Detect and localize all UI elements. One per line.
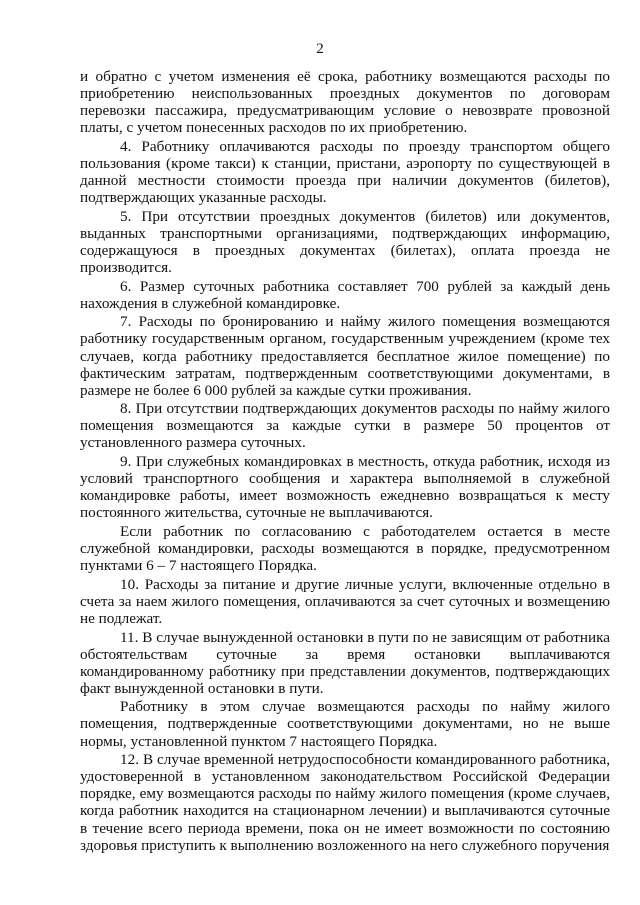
paragraph-item-9: 9. При служебных командировках в местность, откуда работник, исходя из условий транспортного сообщения и характера выполняемой в служебной командировке работы, имеет возможность ежедневно возвращаться к месту постоянного жительства, суточные не выплачиваются. — [80, 453, 610, 522]
paragraph-item-4: 4. Работнику оплачиваются расходы по проезду транспортом общего пользования (кроме такси) к станции, пристани, аэропорту по существующей в данной местности стоимости проезда при наличии документов (билетов), подтверждающих указанные расходы. — [80, 137, 610, 207]
paragraph-item-11: 11. В случае вынужденной остановки в пути по не зависящим от работника обстоятельствам суточные за время остановки выплачиваются командированному работнику при представлении документов, подтверждающих факт вынужденной остановки в пути. — [80, 628, 610, 697]
paragraph-continuation: и обратно с учетом изменения её срока, работнику возмещаются расходы по приобретению неиспользованных проездных документов по договорам перевозки пассажира, предусматривающим условие о невозврате провозной платы, с учетом понесенных расходов по их приобретению. — [80, 68, 610, 137]
page-number: 2 — [316, 41, 324, 57]
paragraph-item-8: 8. При отсутствии подтверждающих документов расходы по найму жилого помещения возмещаются за каждые сутки в размере 50 процентов от установленного размера суточных. — [80, 400, 610, 452]
paragraph-item-9-note: Если работник по согласованию с работодателем остается в месте служебной командировки, расходы возмещаются в порядке, предусмотренном пунктами 6 – 7 настоящего Порядка. — [80, 522, 610, 575]
paragraph-item-7: 7. Расходы по бронированию и найму жилого помещения возмещаются работнику государственным органом, государственным учреждением (кроме тех случаев, когда работнику предоставляется бесплатное жилое помещение) по фактическим затратам, подтвержденным соответствующими документами, в размере не более 6 000 рублей за каждые сутки проживания. — [80, 313, 610, 399]
paragraph-item-12: 12. В случае временной нетрудоспособности командированного работника, удостоверенной в установленном законодательством Российской Федерации порядке, ему возмещаются расходы по найму жилого помещения (кроме случаев, когда работник находится на стационарном лечении) и выплачиваются суточные в течение всего периода времени, пока он не имеет возможности по состоянию здоровья приступить к выполнению возложенного на него служебного поручения — [80, 751, 610, 854]
document-body — [80, 68, 610, 855]
paragraph-item-10: 10. Расходы за питание и другие личные услуги, включенные отдельно в счета за наем жилого помещения, оплачиваются за счет суточных и возмещению не подлежат. — [80, 575, 610, 627]
paragraph-item-5: 5. При отсутствии проездных документов (билетов) или документов, выданных транспортными организациями, подтверждающих информацию, содержащуюся в проездных документах (билетах), оплата проезда не производится. — [80, 207, 610, 277]
paragraph-item-6: 6. Размер суточных работника составляет 700 рублей за каждый день нахождения в служебной командировке. — [80, 277, 610, 312]
paragraph-item-11-note: Работнику в этом случае возмещаются расходы по найму жилого помещения, подтвержденные соответствующими документами, но не выше нормы, установленной пунктом 7 настоящего Порядка. — [80, 698, 610, 750]
